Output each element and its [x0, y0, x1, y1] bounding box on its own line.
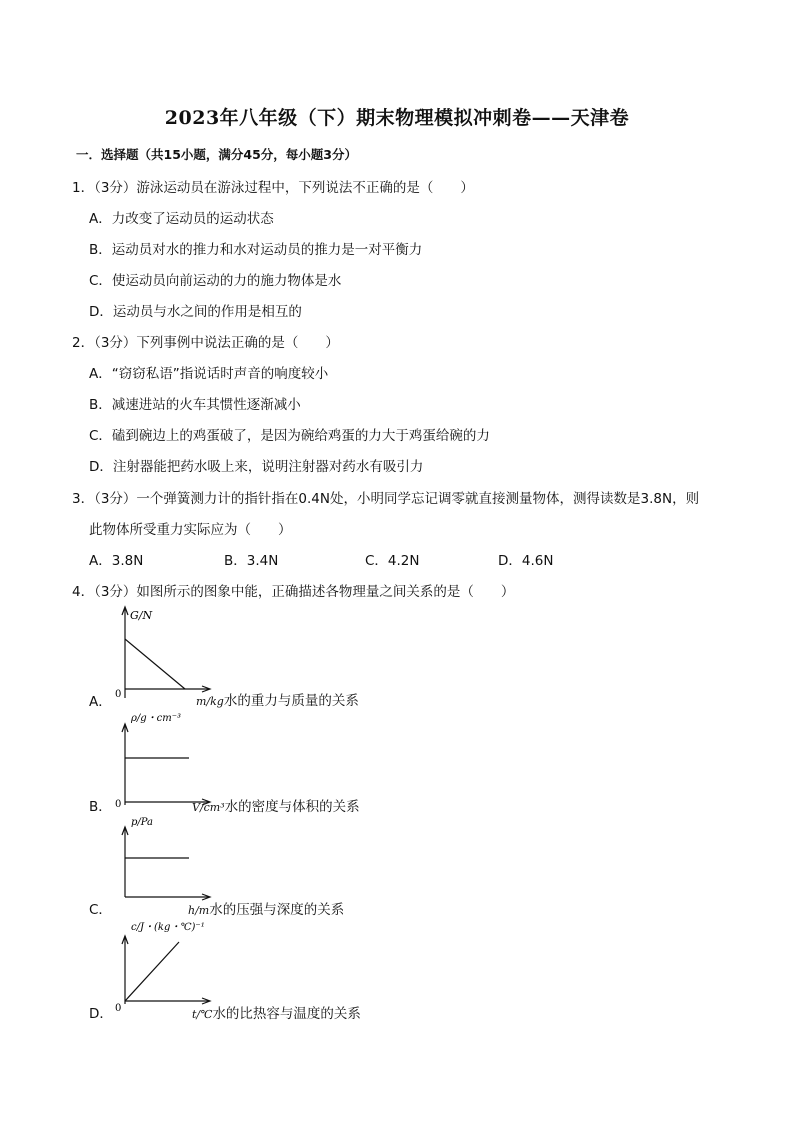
graph-d-x-label: t/℃ [192, 1008, 213, 1021]
graph-a-caption-wrap [196, 689, 359, 709]
question-4-option-d-letter[interactable]: D． [89, 1006, 113, 1022]
graph-c-y-label: p/Pa [131, 817, 154, 828]
question-3-stem-line1: 3．（3分）一个弹簧测力计的指针指在0.4N处，小明同学忘记调零就直接测量物体，测得读数是3.8N，则 [72, 491, 700, 507]
question-1-option-d[interactable]: D．运动员与水之间的作用是相互的 [89, 304, 302, 320]
graph-a-weight-vs-mass[interactable] [113, 603, 223, 703]
graph-d-origin: 0 [115, 1003, 122, 1014]
question-2-option-d[interactable]: D．注射器能把药水吸上来，说明注射器对药水有吸引力 [89, 459, 424, 475]
question-4-stem: 4．（3分）如图所示的图象中能，正确描述各物理量之间关系的是（ ） [72, 584, 515, 600]
question-3-stem-line2: 此物体所受重力实际应为（ ） [89, 522, 292, 538]
graph-a-data-line [125, 639, 185, 689]
graph-d-data-line [125, 942, 179, 1001]
graph-b-density-vs-volume[interactable] [113, 708, 223, 808]
question-4-option-c-letter[interactable]: C． [89, 902, 112, 918]
graph-a-x-label: m/kg [196, 695, 224, 708]
graph-c-x-label: h/m [188, 904, 210, 917]
question-1-stem: 1．（3分）游泳运动员在游泳过程中，下列说法不正确的是（ ） [72, 180, 474, 196]
graph-b-origin: 0 [115, 799, 122, 808]
graph-b-caption-wrap [192, 795, 360, 815]
graph-a-caption: 水的重力与质量的关系 [223, 693, 359, 709]
question-1-option-b[interactable]: B．运动员对水的推力和水对运动员的推力是一对平衡力 [89, 242, 423, 258]
question-4-option-a-letter[interactable]: A． [89, 694, 112, 710]
graph-b-caption: 水的密度与体积的关系 [224, 799, 360, 815]
question-2-stem: 2．（3分）下列事例中说法正确的是（ ） [72, 335, 339, 351]
question-2-option-a[interactable]: A．“窃窃私语”指说话时声音的响度较小 [89, 366, 329, 382]
question-3-option-a[interactable]: A．3.8N [89, 553, 144, 569]
graph-c-caption: 水的压强与深度的关系 [209, 902, 345, 918]
graph-a-y-label: G/N [130, 609, 153, 622]
section-heading: 一．选择题（共15小题，满分45分，每小题3分） [76, 147, 357, 162]
graph-b-x-label: V/cm³ [192, 801, 225, 814]
graph-a-origin: 0 [115, 689, 122, 700]
question-2-option-b[interactable]: B．减速进站的火车其惯性逐渐减小 [89, 397, 301, 413]
graph-d-caption: 水的比热容与温度的关系 [212, 1006, 361, 1022]
question-3-option-d[interactable]: D．4.6N [498, 553, 554, 569]
page-title: 2023年八年级（下）期末物理模拟冲刺卷——天津卷 [164, 107, 630, 129]
graph-d-caption-wrap [192, 1002, 361, 1022]
question-4-option-b-letter[interactable]: B． [89, 799, 112, 815]
question-1-option-c[interactable]: C．使运动员向前运动的力的施力物体是水 [89, 273, 342, 289]
graph-d-y-label: c/J・(kg・℃)⁻¹ [131, 922, 205, 933]
question-3-option-c[interactable]: C．4.2N [365, 553, 420, 569]
question-1-option-a[interactable]: A．力改变了运动员的运动状态 [89, 211, 274, 227]
graph-b-y-label: ρ/g・cm⁻³ [131, 713, 182, 724]
graph-d-specific-heat-vs-temperature[interactable] [113, 914, 243, 1016]
question-3-option-b[interactable]: B．3.4N [224, 553, 279, 569]
question-2-option-c[interactable]: C．磕到碗边上的鸡蛋破了，是因为碗给鸡蛋的力大于鸡蛋给碗的力 [89, 428, 490, 444]
